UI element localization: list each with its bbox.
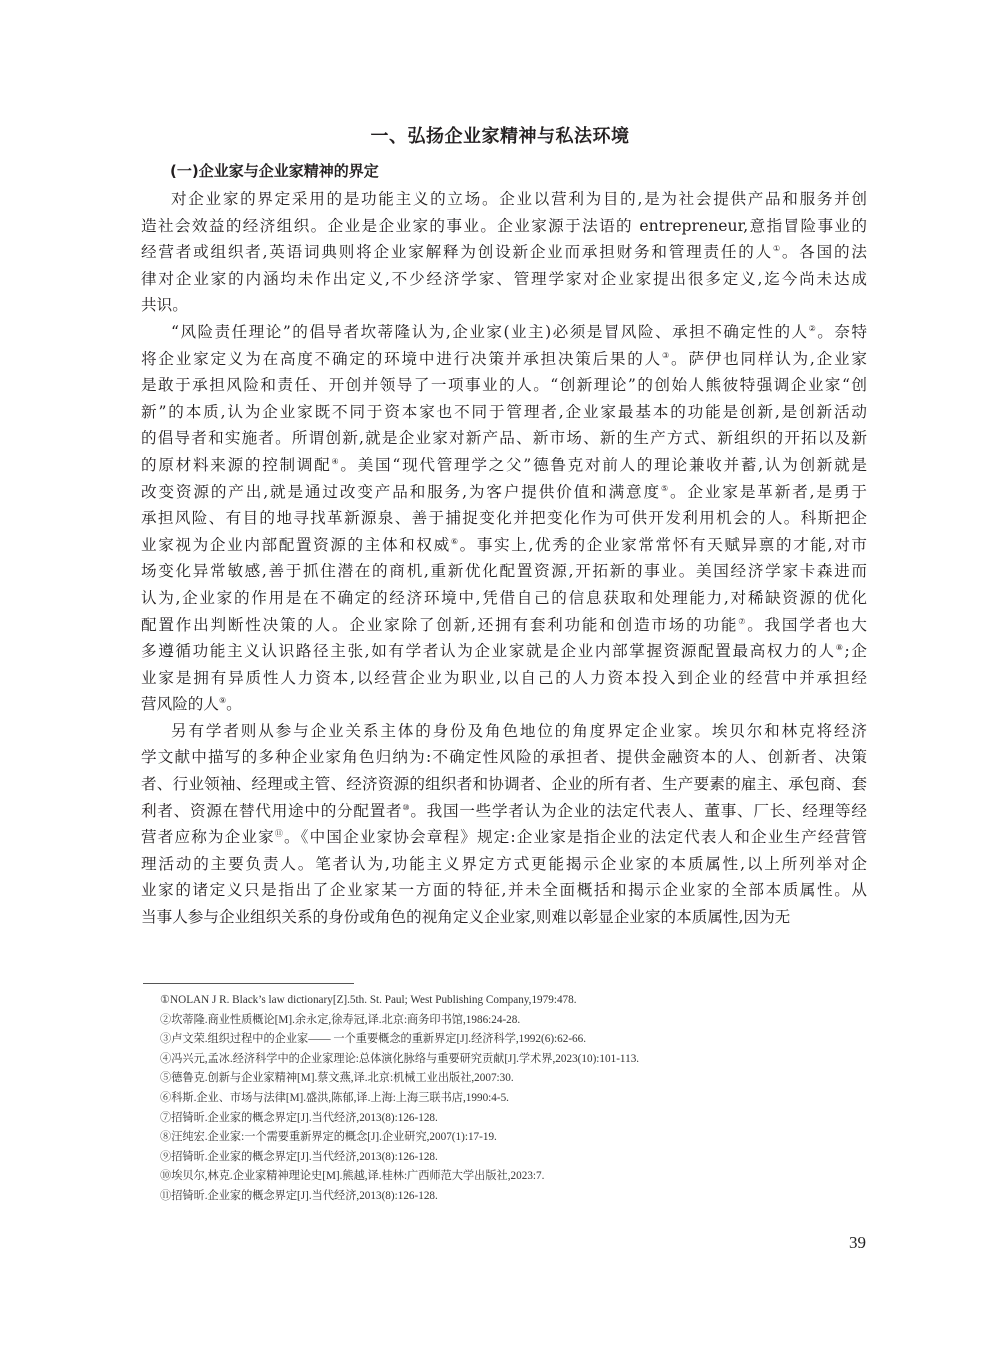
body-line <box>141 292 867 319</box>
body-line <box>141 505 867 532</box>
line-text-after: ;企 <box>844 642 867 661</box>
footnote-marker[interactable]: ② <box>808 323 818 333</box>
footnote-marker[interactable]: ⑧ <box>835 643 845 653</box>
body-line <box>141 399 867 426</box>
body-line <box>141 638 867 665</box>
line-text-after: 。我国学者也大 <box>747 615 867 634</box>
line-text-after: 。奈特 <box>817 322 867 341</box>
footnote-marker[interactable]: ⑥ <box>450 536 460 546</box>
footnotes <box>160 991 800 1207</box>
line-text: 认为,企业家的作用是在不确定的经济环境中,凭借自己的信息获取和处理能力,对稀缺资源的优化 <box>141 588 867 607</box>
body-line <box>141 319 867 346</box>
body-line <box>141 718 867 745</box>
body-line <box>141 186 867 213</box>
footnote-marker[interactable]: ⑤ <box>660 483 670 493</box>
line-text-after: 。 <box>226 695 242 714</box>
line-text: 对企业家的界定采用的是功能主义的立场。企业以营利为目的,是为社会提供产品和服务并创 <box>171 190 867 208</box>
line-text: 配置作出判断性决策的人。企业家除了创新,还拥有套利功能和创造市场的功能 <box>141 615 739 634</box>
line-text: 将企业家定义为在高度不确定的环境中进行决策并承担决策后果的人 <box>141 349 663 368</box>
body-line <box>141 479 867 506</box>
footnote-separator <box>143 983 354 984</box>
line-text: 的倡导者和实施者。所谓创新,就是企业家对新产品、新市场、新的生产方式、新组织的开拓以及新 <box>141 429 867 448</box>
footnote-item: ⑪招锜昕.企业家的概念界定[J].当代经济,2013(8):126-128. <box>160 1189 438 1202</box>
body-line <box>141 532 867 559</box>
body-line <box>141 798 867 825</box>
line-text: 承担风险、有目的地寻找革新源泉、善于捕捉变化并把变化作为可供开发利用机会的人。科斯把企 <box>141 509 867 528</box>
body-line <box>141 744 867 771</box>
line-text: 理活动的主要负责人。笔者认为,功能主义界定方式更能揭示企业家的本质属性,以上所列举对企 <box>141 854 867 873</box>
line-text: 新”的本质,认为企业家既不同于资本家也不同于管理者,企业家最基本的功能是创新,是创新活动 <box>141 402 867 421</box>
page-number: 39 <box>849 1233 866 1252</box>
line-text: 营风险的人 <box>141 695 219 714</box>
line-text: 共识。 <box>141 296 188 315</box>
line-text: 业家的诸定义只是指出了企业家某一方面的特征,并未全面概括和揭示企业家的全部本质属性。从 <box>141 881 867 900</box>
body-line <box>141 771 867 798</box>
line-text: 另有学者则从参与企业关系主体的身份及角色地位的角度界定企业家。埃贝尔和林克将经济 <box>171 721 867 740</box>
line-text: 场变化异常敏感,善于抓住潜在的商机,重新优化配置资源,开拓新的事业。美国经济学家卡森进而 <box>141 562 867 581</box>
line-text-after: 。各国的法 <box>781 243 867 262</box>
line-text: 者、行业领袖、经理或主管、经济资源的组织者和协调者、企业的所有者、生产要素的雇主、承包商、套 <box>141 775 867 794</box>
footnote-item: ④冯兴元,孟冰.经济科学中的企业家理论:总体演化脉络与重要研究贡献[J].学术界,2023(10):101-113. <box>160 1052 640 1065</box>
line-text-after: 。我国一些学者认为企业的法定代表人、董事、厂长、经理等经 <box>410 801 867 820</box>
line-text: 学文献中描写的多种企业家角色归纳为:不确定性风险的承担者、提供金融资本的人、创新者、决策 <box>141 748 867 767</box>
line-text: 当事人参与企业组织关系的身份或角色的视角定义企业家,则难以彰显企业家的本质属性,因为无 <box>141 908 791 927</box>
footnote-marker[interactable]: ① <box>772 244 782 254</box>
body-line <box>141 213 867 240</box>
footnote-marker[interactable]: ⑪ <box>274 829 284 839</box>
line-text: “风险责任理论”的倡导者坎蒂隆认为,企业家(业主)必须是冒风险、承担不确定性的人 <box>171 322 809 341</box>
line-text: 造社会效益的经济组织。企业是企业家的事业。企业家源于法语的 entrepreneur,意指冒险事业的 <box>141 216 867 235</box>
footnote-item: ⑤德鲁克.创新与企业家精神[M].蔡文燕,译.北京:机械工业出版社,2007:30. <box>160 1072 514 1085</box>
footnote-item: ⑧汪纯宏.企业家:一个需要重新界定的概念[J].企业研究,2007(1):17-19. <box>160 1131 497 1144</box>
line-text: 改变资源的产出,就是通过改变产品和服务,为客户提供价值和满意度 <box>141 482 661 501</box>
footnote-marker[interactable]: ⑩ <box>402 802 411 812</box>
body-line <box>141 372 867 399</box>
line-text: 经营者或组织者,英语词典则将企业家解释为创设新企业而承担财务和管理责任的人 <box>141 243 773 262</box>
body-line <box>141 904 867 931</box>
body-line <box>141 558 867 585</box>
line-text: 利者、资源在替代用途中的分配置者 <box>141 801 403 820</box>
body-line <box>141 452 867 479</box>
body-line <box>141 665 867 692</box>
line-text-after: 。企业家是革新者,是勇于 <box>670 482 867 501</box>
line-text: 的原材料来源的控制调配 <box>141 455 332 474</box>
footnote-item: ③卢文荣.组织过程中的企业家—— 一个重要概念的重新界定[J].经济科学,1992(6):62-66. <box>160 1033 587 1046</box>
body-line <box>141 425 867 452</box>
body-line <box>141 585 867 612</box>
body-line <box>141 239 867 266</box>
footnote-item: ⑥科斯.企业、市场与法律[M].盛洪,陈郁,译.上海:上海三联书店,1990:4-5. <box>160 1091 509 1104</box>
body-line <box>141 824 867 851</box>
line-text: 是敢于承担风险和责任、开创并领导了一项事业的人。“创新理论”的创始人熊彼特强调企业家“创 <box>141 376 867 395</box>
line-text-after: 。《中国企业家协会章程》规定:企业家是指企业的法定代表人和企业生产经营管 <box>283 828 867 847</box>
footnote-item: ①NOLAN J R. Black’s law dictionary[Z].5th. St. Paul; West Publishing Company,1979:478. <box>160 994 577 1006</box>
footnote-item: ⑩埃贝尔,林克.企业家精神理论史[M].熊越,译.桂林:广西师范大学出版社,2023:7. <box>160 1170 545 1183</box>
line-text-after: 。事实上,优秀的企业家常常怀有天赋异禀的才能,对市 <box>459 535 867 554</box>
body-text <box>141 186 867 931</box>
subsection-title: (一)企业家与企业家精神的界定 <box>170 162 379 180</box>
footnote-item: ⑨招锜昕.企业家的概念界定[J].当代经济,2013(8):126-128. <box>160 1150 438 1163</box>
line-text: 营者应称为企业家 <box>141 828 275 847</box>
footnote-item: ⑦招锜昕.企业家的概念界定[J].当代经济,2013(8):126-128. <box>160 1111 438 1124</box>
footnote-marker[interactable]: ④ <box>331 456 341 466</box>
footnote-marker[interactable]: ⑨ <box>218 696 227 706</box>
body-line <box>141 851 867 878</box>
body-line <box>141 266 867 293</box>
line-text-after: 。萨伊也同样认为,企业家 <box>670 349 867 368</box>
body-line <box>141 691 867 718</box>
line-text: 律对企业家的内涵均未作出定义,不少经济学家、管理学家对企业家提出很多定义,迄今尚未达成 <box>141 269 867 288</box>
line-text-after: 。美国“现代管理学之父”德鲁克对前人的理论兼收并蓄,认为创新就是 <box>340 455 867 474</box>
footnote-marker[interactable]: ③ <box>662 350 671 360</box>
line-text: 多遵循功能主义认识路径主张,如有学者认为企业家就是企业内部掌握资源配置最高权力的人 <box>141 642 836 661</box>
line-text: 业家是拥有异质性人力资本,以经营企业为职业,以自己的人力资本投入到企业的经营中并承担经 <box>141 668 867 687</box>
line-text: 业家视为企业内部配置资源的主体和权威 <box>141 535 451 554</box>
body-line <box>141 346 867 373</box>
body-line <box>141 612 867 639</box>
footnote-item: ②坎蒂隆.商业性质概论[M].余永定,徐寿冠,译.北京:商务印书馆,1986:24-28. <box>160 1013 521 1026</box>
footnote-marker[interactable]: ⑦ <box>738 616 748 626</box>
section-title: 一、弘扬企业家精神与私法环境 <box>370 126 630 147</box>
body-line <box>141 877 867 904</box>
